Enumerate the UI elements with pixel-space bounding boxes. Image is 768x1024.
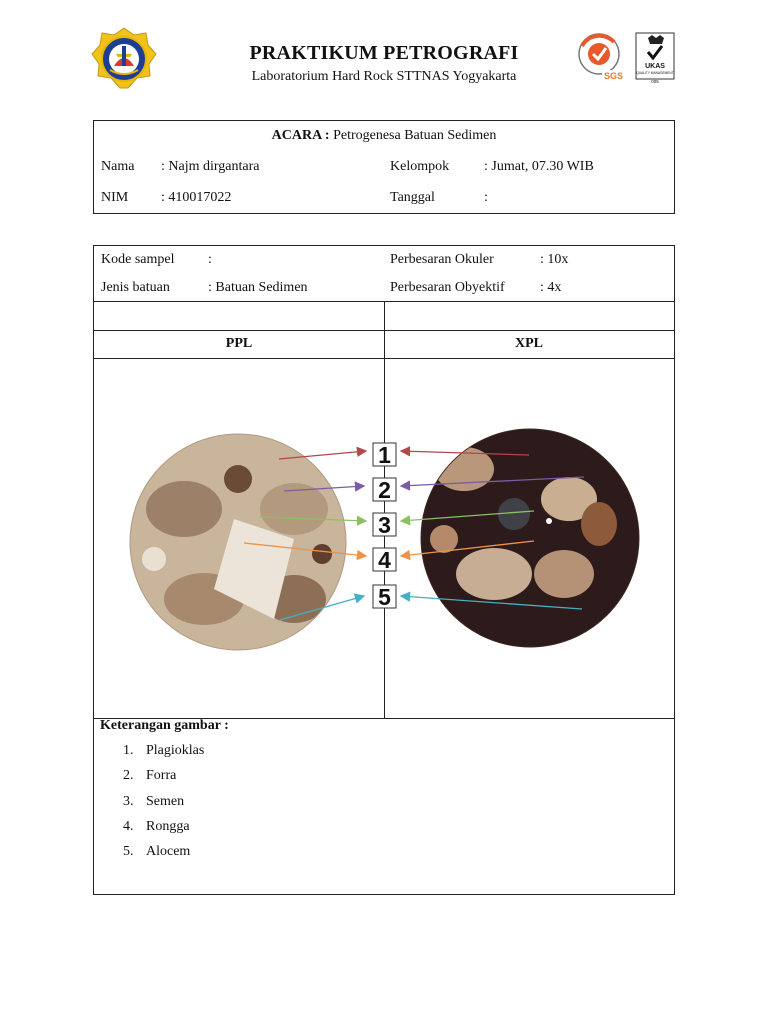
jenis-batuan-label: Jenis batuan <box>101 280 170 295</box>
svg-text:SGS: SGS <box>604 71 624 81</box>
list-item: 1. Plagioklas <box>123 743 205 758</box>
acara-line <box>94 128 674 144</box>
list-item: 2. Forra <box>123 768 177 784</box>
marker-4: 4 <box>378 547 391 573</box>
ppl-micrograph <box>124 429 354 659</box>
list-item: 3. Semen <box>123 793 185 809</box>
student-info-box <box>93 120 675 214</box>
kelompok-value: : Jumat, 07.30 WIB <box>484 159 594 174</box>
marker-5: 5 <box>378 584 391 610</box>
kelompok-label: Kelompok <box>390 159 450 174</box>
nama-label: Nama <box>101 159 135 174</box>
xpl-micrograph <box>414 424 649 654</box>
page-subtitle: Laboratorium Hard Rock STTNAS Yogyakarta <box>251 69 517 84</box>
marker-3: 3 <box>378 512 391 538</box>
list-item: 4. Rongga <box>123 818 190 834</box>
list-item: 5. Alocem <box>123 844 191 860</box>
xpl-header: XPL <box>515 336 543 351</box>
page-header <box>0 0 768 110</box>
jenis-batuan-value: : Batuan Sedimen <box>208 280 308 295</box>
svg-text:UKAS: UKAS <box>645 63 665 70</box>
svg-text:005: 005 <box>651 79 659 84</box>
marker-1: 1 <box>378 442 391 468</box>
svg-text:QUALITY MANAGEMENT: QUALITY MANAGEMENT <box>636 71 674 75</box>
sample-table <box>93 245 675 895</box>
nim-value: : 410017022 <box>161 190 232 205</box>
obyektif-value: : 4x <box>540 280 562 295</box>
keterangan-list <box>123 743 204 869</box>
tanggal-value: : <box>484 190 488 205</box>
page-title: PRAKTIKUM PETROGRAFI <box>249 42 519 64</box>
micrograph-panel <box>94 359 674 718</box>
okuler-label: Perbesaran Okuler <box>390 252 494 267</box>
kode-sampel-label: Kode sampel <box>101 252 175 267</box>
okuler-value: : 10x <box>540 252 569 267</box>
tanggal-label: Tanggal <box>390 190 435 205</box>
kode-sampel-value: : <box>208 252 212 267</box>
acara-value: Petrogenesa Batuan Sedimen <box>333 128 497 143</box>
marker-2: 2 <box>378 477 391 503</box>
keterangan-title: Keterangan gambar : <box>100 718 229 733</box>
obyektif-label: Perbesaran Obyektif <box>390 280 505 295</box>
acara-label: ACARA : <box>271 128 330 143</box>
nama-value: : Najm dirgantara <box>161 159 260 174</box>
ppl-header: PPL <box>225 336 253 351</box>
nim-label: NIM <box>101 190 129 205</box>
